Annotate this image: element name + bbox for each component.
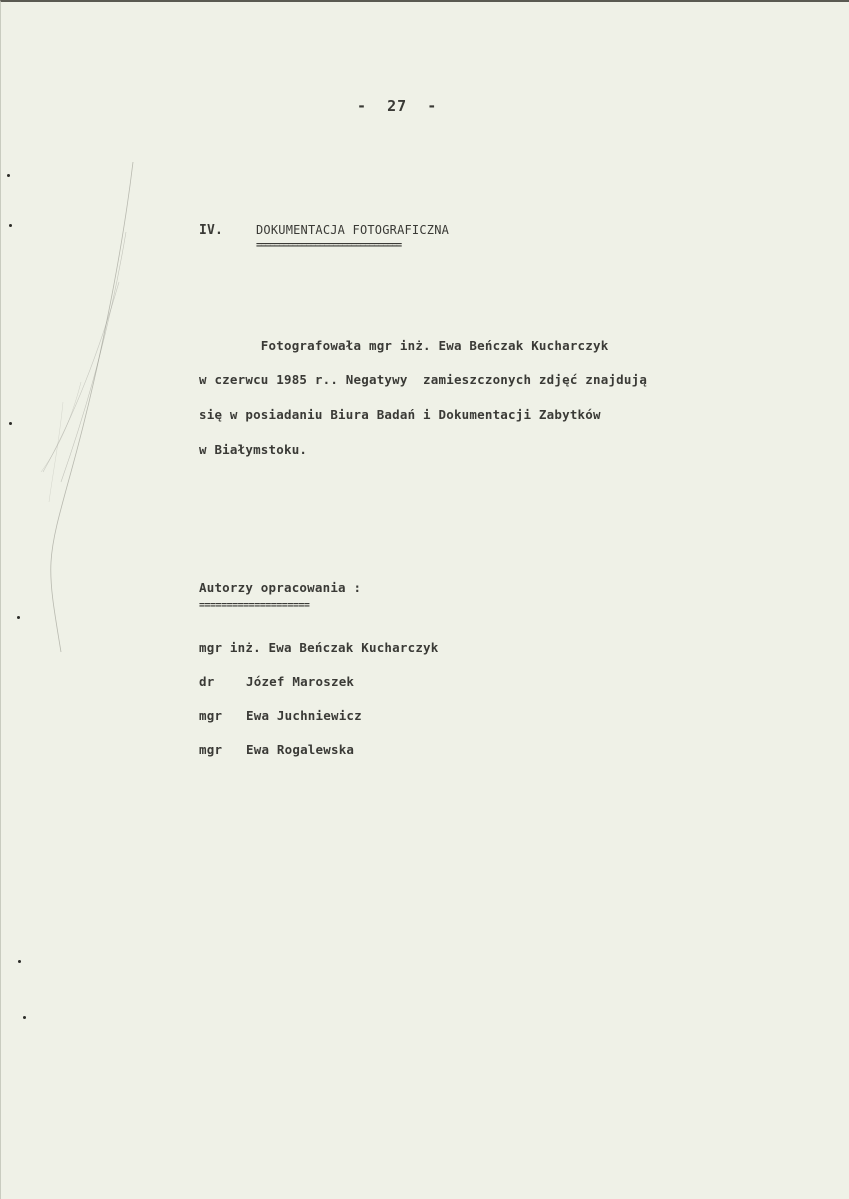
paragraph-line: się w posiadaniu Biura Badań i Dokumentacji Zabytków	[199, 407, 601, 422]
page-number: - 27 -	[357, 97, 438, 115]
authors-heading: Autorzy opracowania :	[199, 580, 362, 595]
author-title: mgr	[199, 742, 223, 757]
paragraph-line: w czerwcu 1985 r.. Negatywy zamieszczonych zdjęć znajdują	[199, 372, 648, 387]
section-number: IV.	[199, 223, 224, 238]
section-title-underline: ================================	[256, 240, 401, 251]
paragraph-line: Fotografowała mgr inż. Ewa Beńczak Kucharczyk	[199, 338, 609, 353]
author-name: Ewa Juchniewicz	[246, 708, 362, 723]
margin-dot	[9, 224, 12, 227]
author-title: mgr	[199, 708, 223, 723]
author-line: mgr inż. Ewa Beńczak Kucharczyk	[199, 640, 439, 655]
author-title: dr	[199, 674, 215, 689]
authors-heading-underline: ====================	[199, 600, 310, 611]
margin-dot	[9, 422, 12, 425]
section-title: DOKUMENTACJA FOTOGRAFICZNA	[256, 223, 450, 237]
paragraph-line: w Białymstoku.	[199, 442, 308, 457]
margin-dot	[23, 1016, 26, 1019]
margin-dot	[7, 174, 10, 177]
margin-dot	[18, 960, 21, 963]
margin-dot	[17, 616, 20, 619]
author-name: Józef Maroszek	[246, 674, 355, 689]
pencil-marks	[1, 2, 849, 1199]
author-name: Ewa Rogalewska	[246, 742, 355, 757]
